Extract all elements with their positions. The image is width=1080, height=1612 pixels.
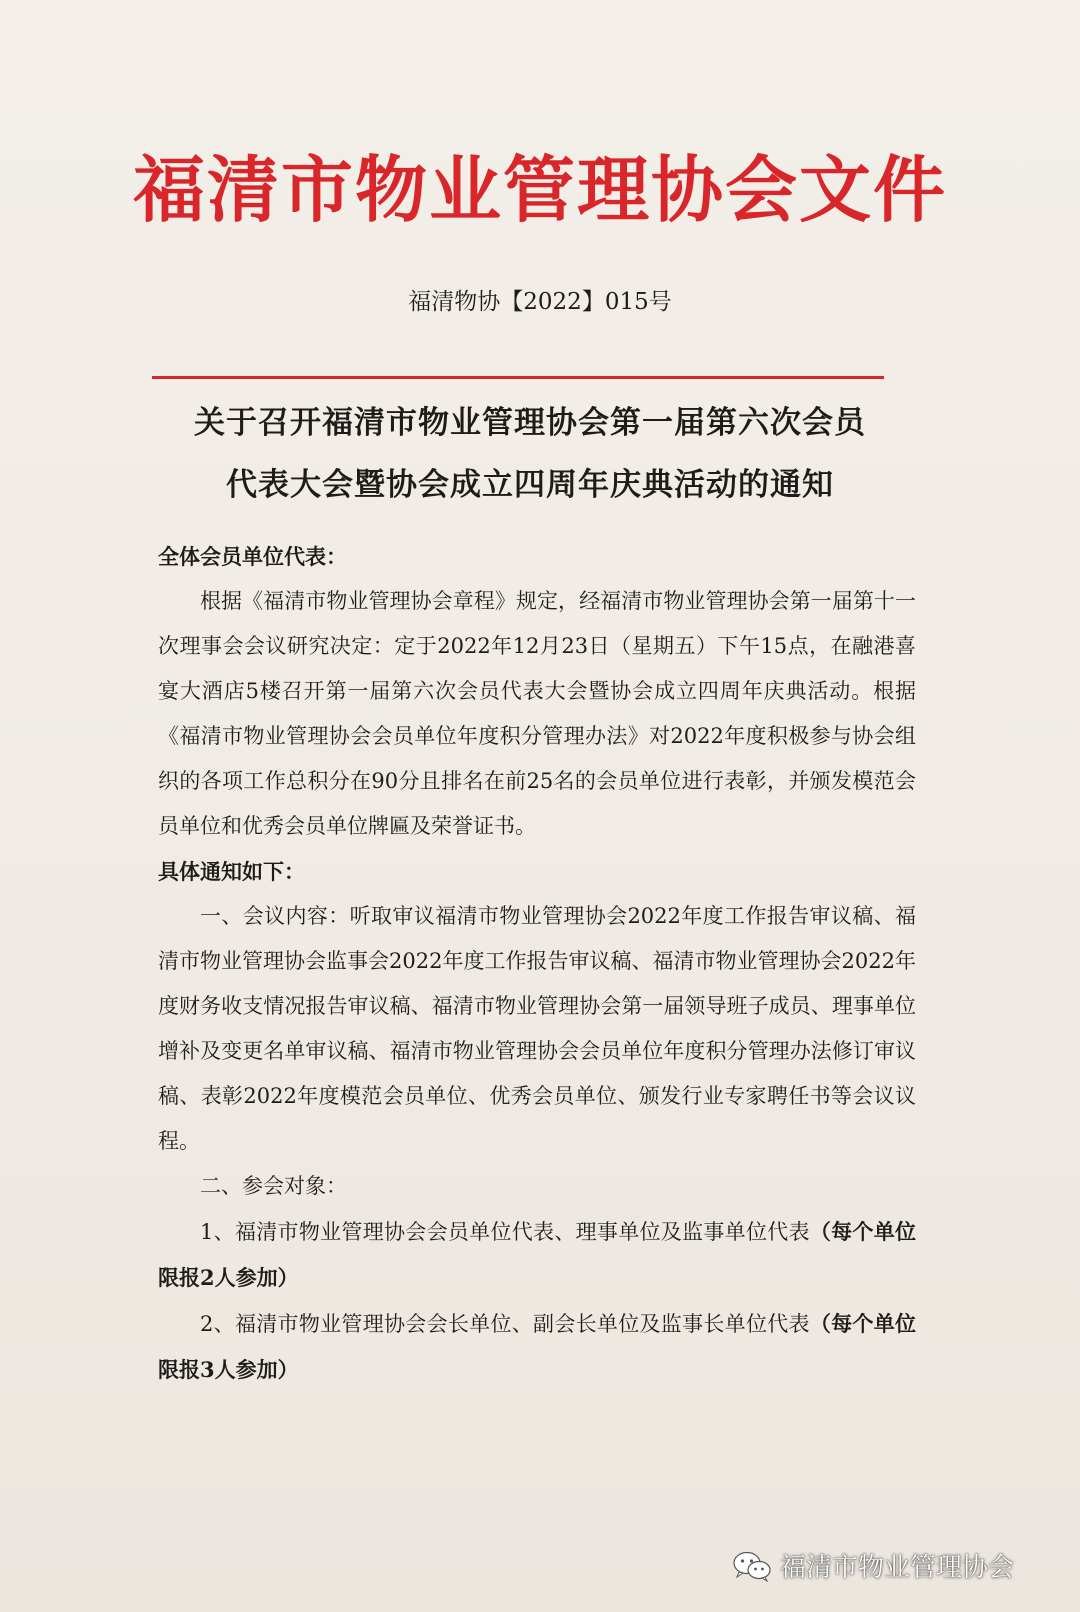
notice-title-line-2: 代表大会暨协会成立四周年庆典活动的通知 (226, 467, 834, 503)
attendee-item-1-limit: （每个单位限报2人参加） (158, 1219, 917, 1290)
document-number: 福清物协【2022】015号 (408, 289, 672, 315)
watermark-label: 福清市物业管理协会 (779, 1553, 1014, 1583)
attendee-item-1-text: 1、福清市物业管理协会会员单位代表、理事单位及监事单位代表 (200, 1220, 810, 1244)
notice-title-line-1: 关于召开福清市物业管理协会第一届第六次会员 (194, 405, 866, 441)
red-divider-line (152, 376, 884, 379)
intro-paragraph: 根据《福清市物业管理协会章程》规定，经福清市物业管理协会第一届第十一次理事会会议研究决定：定于2022年12月23日（星期五）下午15点，在融港喜宴大酒店5楼召开第一届第六次会员代表大会暨协会成立四周年庆典活动。根据《福清市物业管理协会会员单位年度积分管理办法》对2022年度积极参与协会组织的各项工作总积分在90分且排名在前25名的会员单位进行表彰，并颁发模范会员单位和优秀会员单位牌匾及荣誉证书。 (158, 589, 916, 838)
section-2-heading: 二、参会对象： (200, 1174, 347, 1198)
document-header-title: 福清市物业管理协会文件 (132, 148, 947, 232)
notice-body (158, 534, 916, 1393)
details-heading: 具体通知如下： (158, 859, 305, 884)
notice-title (150, 392, 910, 516)
attendee-item-2-text: 2、福清市物业管理协会会长单位、副会长单位及监事长单位代表 (200, 1312, 810, 1336)
wechat-icon (732, 1550, 772, 1582)
attendee-item-1 (158, 1209, 916, 1301)
attendee-item-2 (158, 1301, 916, 1393)
salutation: 全体会员单位代表： (158, 544, 347, 569)
attendee-item-2-limit: （每个单位限报3人参加） (158, 1311, 917, 1382)
section-1-meeting-content: 一、会议内容：听取审议福清市物业管理协会2022年度工作报告审议稿、福清市物业管理协会监事会2022年度工作报告审议稿、福清市物业管理协会2022年度财务收支情况报告审议稿、福清市物业管理协会第一届领导班子成员、理事单位增补及变更名单审议稿、福清市物业管理协会会员单位年度积分管理办法修订审议稿、表彰2022年度模范会员单位、优秀会员单位、颁发行业专家聘任书等会议议程。 (158, 904, 916, 1153)
wechat-watermark (732, 1547, 1014, 1584)
